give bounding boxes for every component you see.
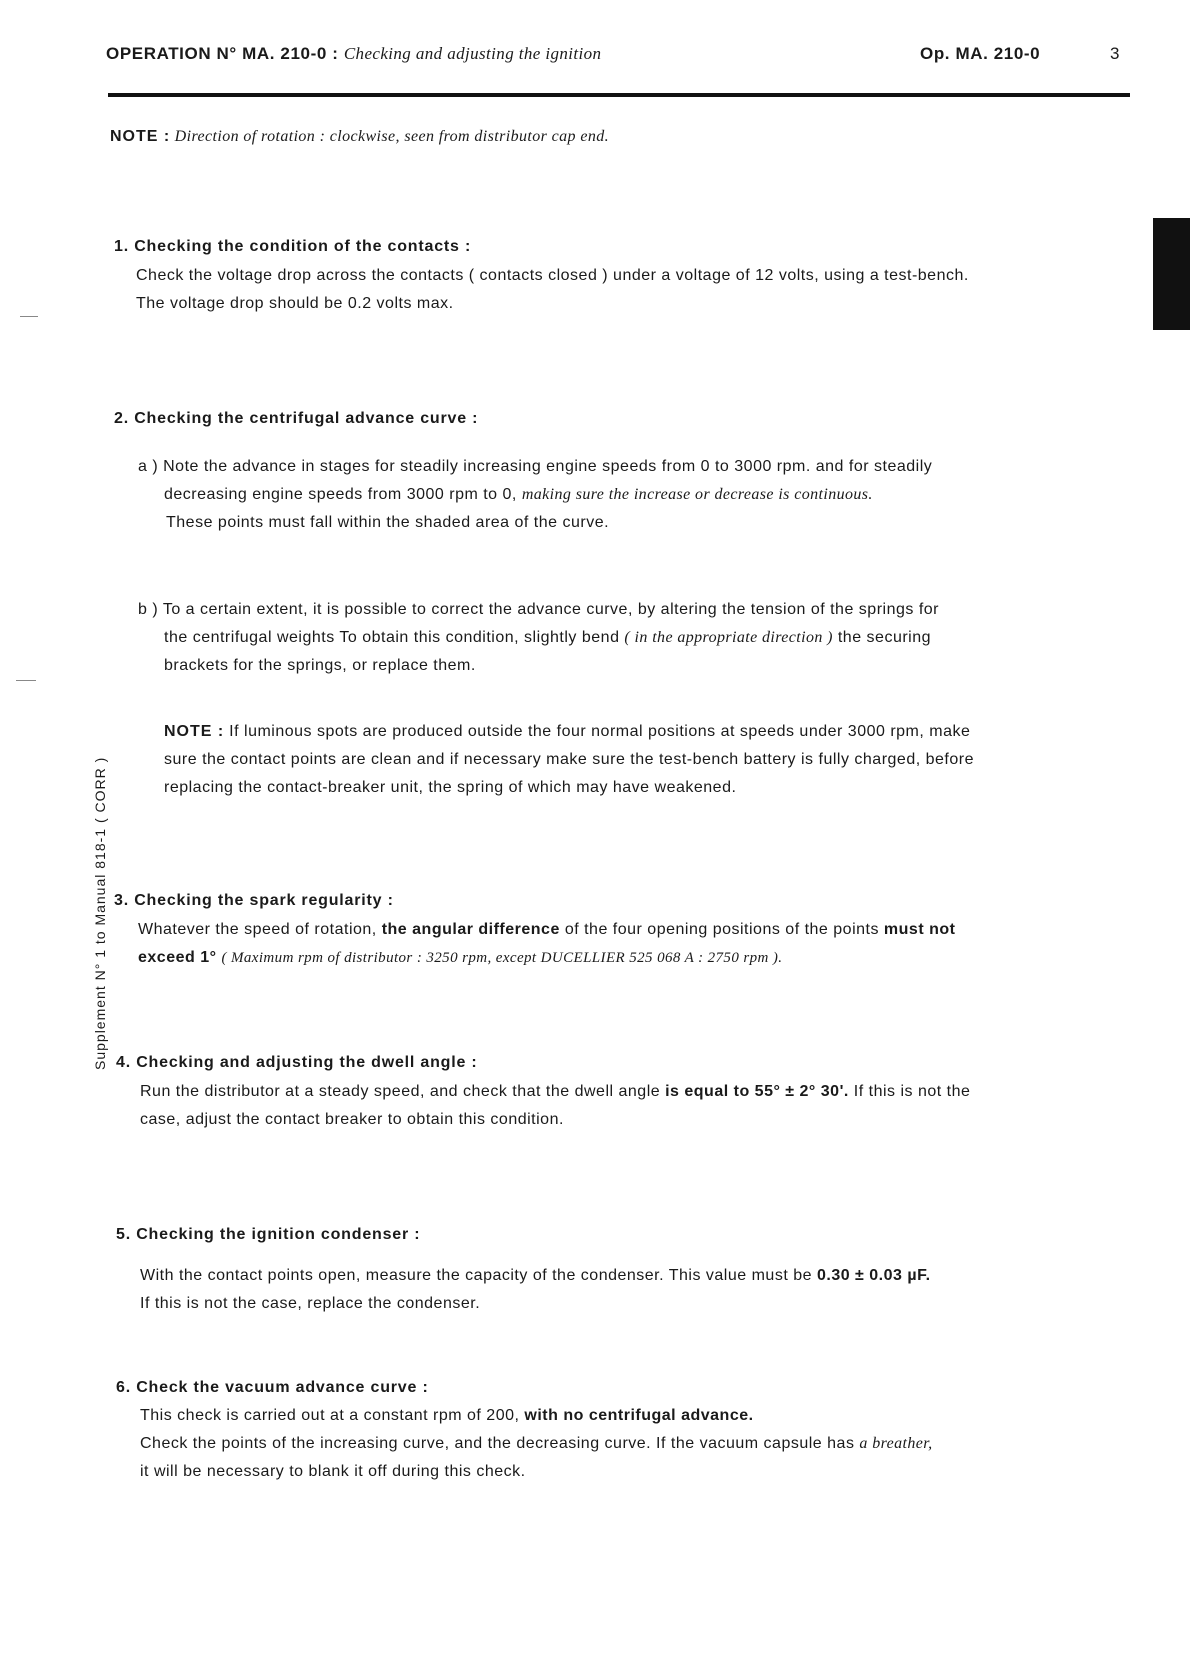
top-note-text: Direction of rotation : clockwise, seen from distributor cap end.: [174, 128, 610, 145]
section-6-line-2b: a breather,: [859, 1435, 933, 1452]
section-2-title: 2. Checking the centrifugal advance curve :: [114, 410, 479, 427]
section-2b-line-3: brackets for the springs, or replace them.: [164, 657, 476, 674]
section-3-body: [138, 916, 955, 972]
section-1-line-2: The voltage drop should be 0.2 volts max.: [136, 295, 454, 312]
section-3-line-1a: Whatever the speed of rotation,: [138, 921, 377, 938]
section-2a-body: [138, 453, 932, 537]
top-note-label: NOTE :: [110, 128, 171, 145]
section-1-body: [136, 262, 969, 318]
section-1-title: 1. Checking the condition of the contacts :: [114, 238, 472, 255]
section-2b-body: [138, 596, 939, 680]
section-4-line-1a: Run the distributor at a steady speed, and check that the dwell angle: [140, 1083, 661, 1100]
section-tab-marker: [1153, 218, 1190, 330]
section-4-line-1c: If this is not the: [853, 1083, 971, 1100]
section-4-line-2: case, adjust the contact breaker to obtain this condition.: [140, 1111, 564, 1128]
section-6-line-3: it will be necessary to blank it off during this check.: [140, 1463, 526, 1480]
section-2a-line-3: These points must fall within the shaded area of the curve.: [166, 514, 610, 531]
section-2b-line-2-end: the securing: [837, 629, 932, 646]
section-6-line-1a: This check is carried out at a constant rpm of 200,: [140, 1407, 520, 1424]
section-2a-line-2-italic: making sure the increase or decrease is continuous.: [521, 486, 873, 503]
header-rule: [108, 93, 1130, 97]
operation-title: Checking and adjusting the ignition: [343, 44, 602, 63]
scan-speck: [16, 680, 36, 681]
section-5-line-2: If this is not the case, replace the condenser.: [140, 1295, 481, 1312]
top-note: [110, 128, 609, 146]
scan-speck: [20, 316, 38, 317]
section-2b-line-1: b ) To a certain extent, it is possible to correct the advance curve, by altering the tension of the springs for: [138, 601, 939, 618]
section-2-note-line-1: If luminous spots are produced outside the four normal positions at speeds under 3000 rpm, make: [229, 723, 971, 740]
section-3-line-1d: must not: [883, 921, 956, 938]
section-4-body: [140, 1078, 970, 1134]
side-supplement-text: Supplement N° 1 to Manual 818-1 ( CORR ): [92, 756, 108, 1070]
section-5-line-1a: With the contact points open, measure the capacity of the condenser. This value must be: [140, 1267, 813, 1284]
section-5-line-1b: 0.30 ± 0.03 µF.: [816, 1267, 931, 1284]
section-5-title: 5. Checking the ignition condenser :: [116, 1226, 421, 1243]
operation-reference: Op. MA. 210-0: [920, 44, 1041, 63]
section-1-line-1: Check the voltage drop across the contacts ( contacts closed ) under a voltage of 12 volts, using a test-bench.: [136, 267, 969, 284]
section-3-line-2-italic: ( Maximum rpm of distributor : 3250 rpm, except DUCELLIER 525 068 A : 2750 rpm ).: [221, 950, 783, 966]
section-2a-line-2: decreasing engine speeds from 3000 rpm to 0,: [164, 486, 517, 503]
section-4-title: 4. Checking and adjusting the dwell angle :: [116, 1054, 478, 1071]
section-6-body: [140, 1402, 933, 1486]
section-2b-line-2: the centrifugal weights To obtain this condition, slightly bend: [164, 629, 620, 646]
section-3-line-2-bold: exceed 1°: [138, 949, 217, 966]
section-5-body: [140, 1262, 931, 1318]
page-number: 3: [1110, 44, 1120, 63]
page-header: [106, 44, 601, 64]
section-2-note: [164, 718, 974, 802]
section-2-note-line-2: sure the contact points are clean and if necessary make sure the test-bench battery is fully charged, before: [164, 751, 974, 768]
section-2b-line-2-italic: ( in the appropriate direction ): [624, 629, 833, 646]
section-2-note-label: NOTE :: [164, 723, 225, 740]
section-2a-line-1: a ) Note the advance in stages for steadily increasing engine speeds from 0 to 3000 rpm. and for steadily: [138, 458, 933, 475]
section-6-title: 6. Check the vacuum advance curve :: [116, 1379, 429, 1396]
section-3-line-1c: of the four opening positions of the points: [564, 921, 879, 938]
section-3-title: 3. Checking the spark regularity :: [114, 892, 394, 909]
operation-label: OPERATION N° MA. 210-0 :: [106, 44, 339, 63]
section-3-line-1b: the angular difference: [381, 921, 560, 938]
section-2-note-line-3: replacing the contact-breaker unit, the spring of which may have weakened.: [164, 779, 737, 796]
section-6-line-2a: Check the points of the increasing curve, and the decreasing curve. If the vacuum capsule has: [140, 1435, 855, 1452]
section-6-line-1b: with no centrifugal advance.: [524, 1407, 754, 1424]
section-4-line-1b: is equal to 55° ± 2° 30'.: [665, 1083, 849, 1100]
